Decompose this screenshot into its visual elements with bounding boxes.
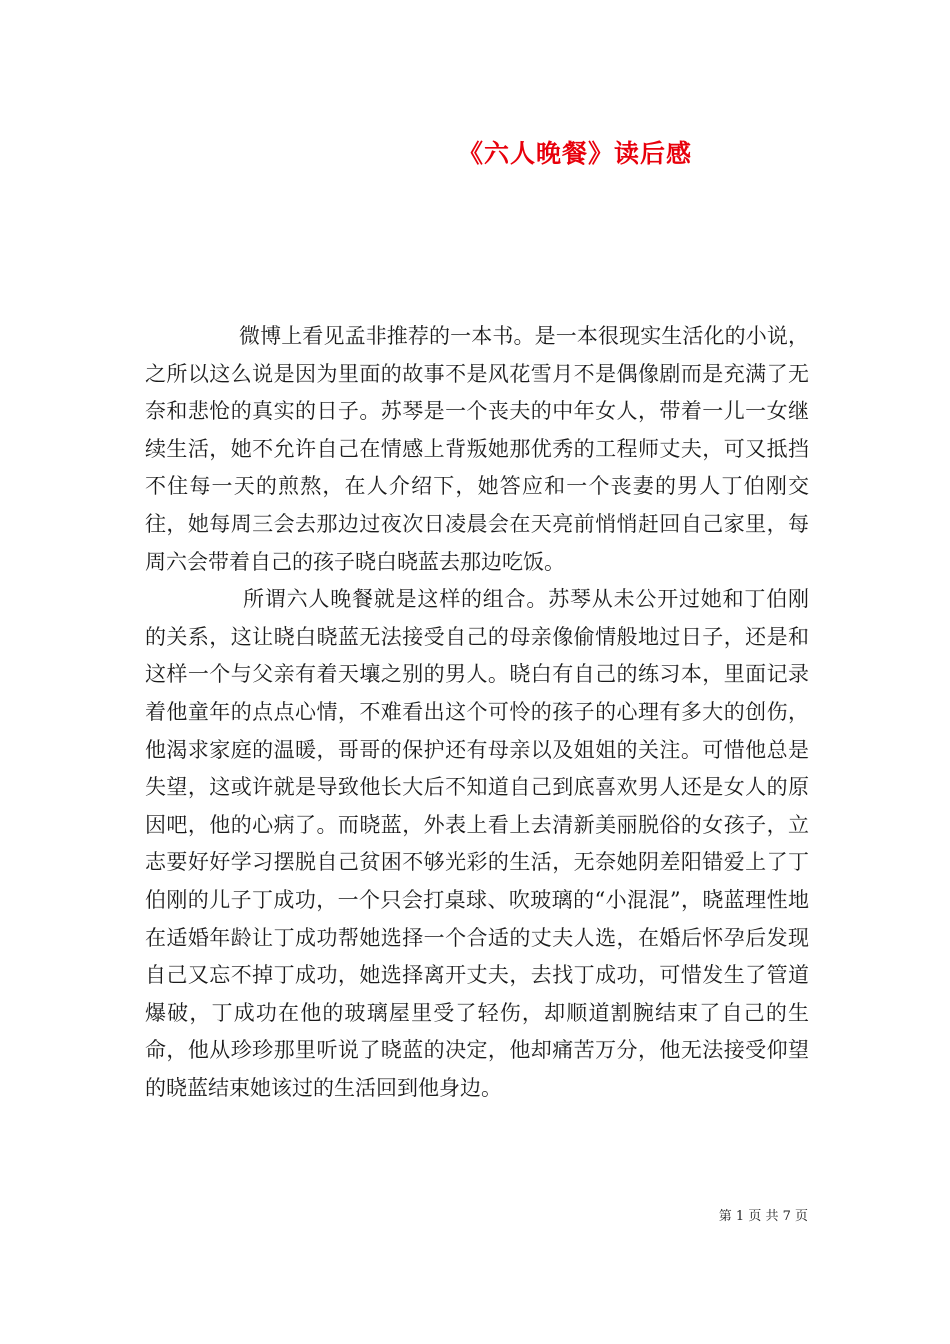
paragraph-1: 微博上看见孟非推荐的一本书。是一本很现实生活化的小说，之所以这么说是因为里面的故事不是风花雪月不是偶像剧而是充满了无奈和悲怆的真实的日子。苏琴是一个丧夫的中年女人，带着一儿一女继续生活，她不允许自己在情感上背叛她那优秀的工程师丈夫，可又抵挡不住每一天的煎熬，在人介绍下，她答应和一个丧妻的男人丁伯刚交往，她每周三会去那边过夜次日凌晨会在天亮前悄悄赶回自己家里，每周六会带着自己的孩子晓白晓蓝去那边吃饭。 xyxy=(145,324,809,574)
page-number-footer: 第 1 页 共 7 页 xyxy=(718,1209,808,1224)
paragraph-2: 所谓六人晚餐就是这样的组合。苏琴从未公开过她和丁伯刚的关系，这让晓白晓蓝无法接受自己的母亲像偷情般地过日子，还是和这样一个与父亲有着天壤之别的男人。晓白有自己的练习本，里面记录着他童年的点点心情，不难看出这个可怜的孩子的心理有多大的创伤，他渴求家庭的温暖，哥哥的保护还有母亲以及姐姐的关注。可惜他总是失望，这或许就是导致他长大后不知道自己到底喜欢男人还是女人的原因吧，他的心病了。而晓蓝，外表上看上去清新美丽脱俗的女孩子，立志要好好学习摆脱自己贫困不够光彩的生活，无奈她阴差阳错爱上了丁伯刚的儿子丁成功，一个只会打桌球、吹玻璃的“小混混”，晓蓝理性地在适婚年龄让丁成功帮她选择一个合适的丈夫人选，在婚后怀孕后发现自己又忘不掉丁成功，她选择离开丈夫，去找丁成功，可惜发生了管道爆破，丁成功在他的玻璃屋里受了轻伤，却顺道割腕结束了自己的生命，他从珍珍那里听说了晓蓝的决定，他却痛苦万分，他无法接受仰望的晓蓝结束她该过的生活回到他身边。 xyxy=(145,587,809,1100)
document-body xyxy=(145,318,809,1107)
document-title: 《六人晚餐》读后感 xyxy=(457,139,692,168)
